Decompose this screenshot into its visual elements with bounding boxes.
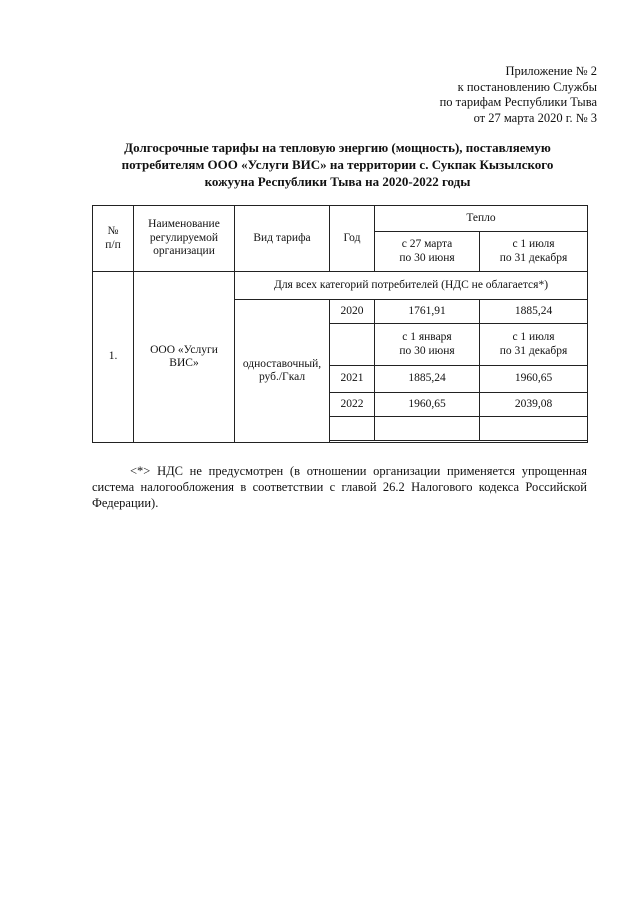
year-cell: 2020 [330,300,375,324]
appendix-header [440,64,597,126]
row-number: 1. [93,272,134,443]
title-line: Долгосрочные тарифы на тепловую энергию (мощность), поставляемую [124,140,551,155]
appendix-line: к постановлению Службы [457,79,597,94]
table-spacer [330,441,588,443]
tariff-type: одноставочный, руб./Гкал [235,300,330,443]
tariff-value: 1960,65 [375,393,480,417]
year-cell: 2021 [330,366,375,393]
tariff-value: 1885,24 [375,366,480,393]
header-year: Год [330,206,375,272]
period-label: с 1 января по 30 июня [375,324,480,366]
appendix-line: Приложение № 2 [505,64,597,78]
organization-name: ООО «Услуги ВИС» [134,272,235,443]
year-cell [330,417,375,441]
year-cell [330,324,375,366]
footnote: <*> НДС не предусмотрен (в отношении организации применяется упрощенная система налогообложения в соответствии с главой 26.2 Налогового кодекса Российской Федерации). [92,464,587,510]
tariff-value [375,417,480,441]
header-period-2: с 1 июля по 31 декабря [480,232,588,272]
header-number: № п/п [93,206,134,272]
header-heat: Тепло [375,206,588,232]
tariff-value: 1885,24 [480,300,588,324]
tariff-table [92,205,588,443]
appendix-line: по тарифам Республики Тыва [439,95,597,109]
tariff-value: 1960,65 [480,366,588,393]
document-title [90,139,585,190]
tariff-value: 1761,91 [375,300,480,324]
header-tariff-type: Вид тарифа [235,206,330,272]
consumer-category: Для всех категорий потребителей (НДС не облагается*) [235,272,588,300]
header-organization: Наименование регулируемой организации [134,206,235,272]
period-label: с 1 июля по 31 декабря [480,324,588,366]
tariff-value [480,417,588,441]
title-line: потребителям ООО «Услуги ВИС» на территории с. Сукпак Кызылского [121,157,554,172]
header-period-1: с 27 марта по 30 июня [375,232,480,272]
tariff-value: 2039,08 [480,393,588,417]
title-line: кожууна Республики Тыва на 2020-2022 годы [204,174,471,189]
year-cell: 2022 [330,393,375,417]
appendix-line: от 27 марта 2020 г. № 3 [473,110,597,125]
